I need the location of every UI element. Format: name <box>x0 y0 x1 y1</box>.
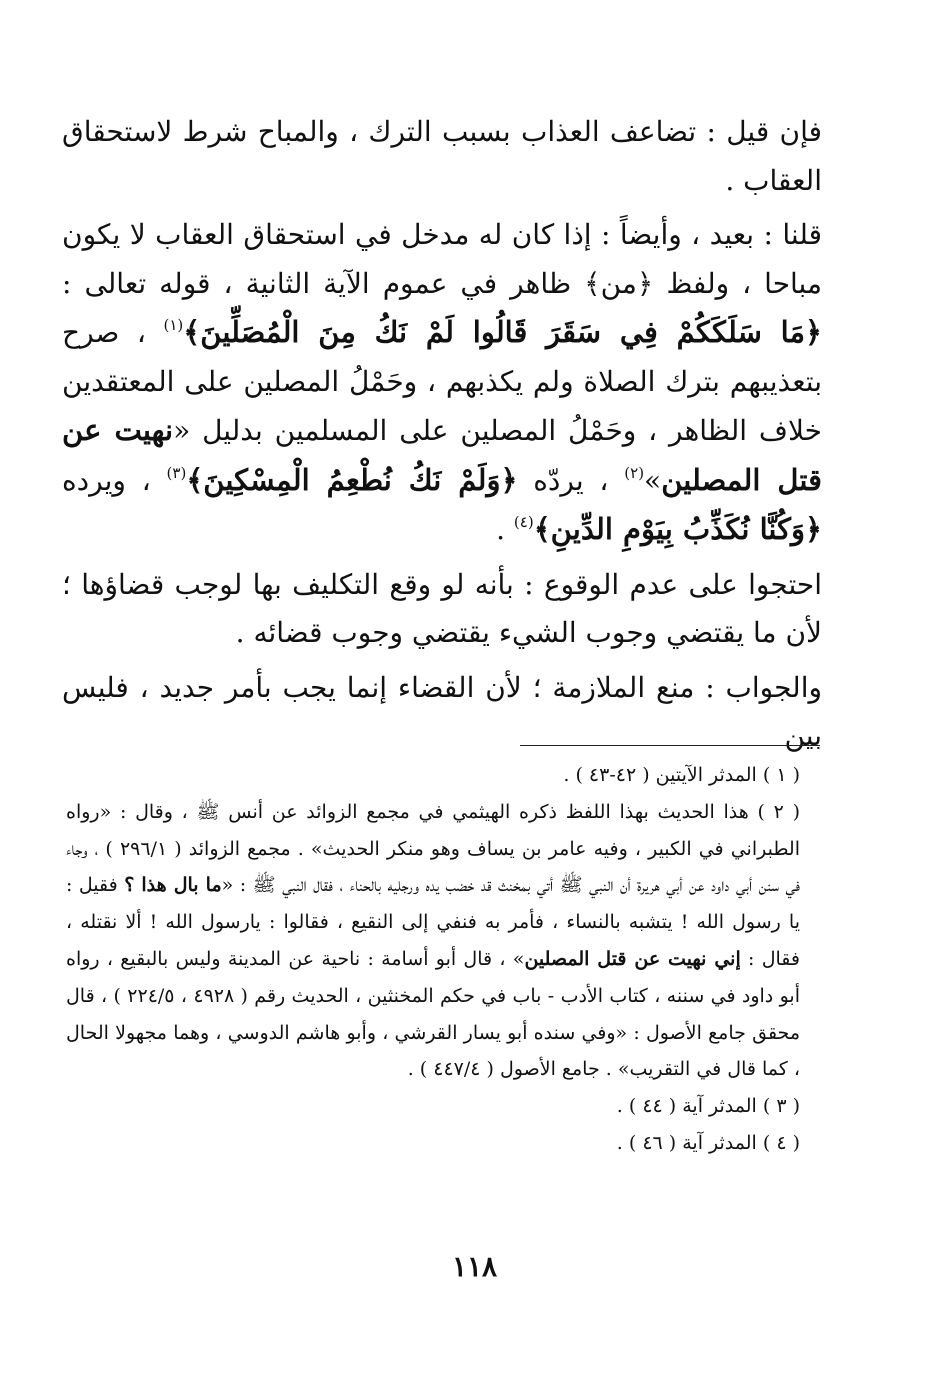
footnote-ref: (٤) <box>513 513 534 531</box>
text-run: » <box>644 463 662 497</box>
text-run: ، صرح بتعذيبهم بترك الصلاة ولم يكذبهم ، وحَمْلُ المصلين على المعتقدين خلاف الظاهر ، وحَمْلُ المصلين على المسلمين بدليل « <box>62 316 822 447</box>
text-run: . <box>496 513 514 546</box>
paragraph-3: احتجوا على عدم الوقوع : بأنه لو وقع التكليف بها لوجب قضاؤها ؛ لأن ما يقتضي وجوب الشيء يقتضي وجوب قضائه . <box>62 567 822 649</box>
hadith-quote: ما بال هذا ؟ <box>124 874 222 897</box>
page-number: ١١٨ <box>451 1250 498 1283</box>
paragraph-2 <box>62 211 822 555</box>
quran-verse: ﴿مَا سَلَكَكُمْ فِي سَقَرَ قَالُوا لَمْ نَكُ مِنَ الْمُصَلِّينَ﴾ <box>183 315 822 349</box>
hadith-quote: إني نهيت عن قتل المصلين <box>524 947 741 970</box>
hadith-quote: نهيت عن قتل المصلين <box>62 413 822 497</box>
footnote-3: ( ٣ ) المدثر آية ( ٤٤ ) . <box>616 1095 800 1118</box>
footnote-ref: (٢) <box>624 463 645 482</box>
text-run: » ، قال أبو أسامة : ناحية عن المدينة وليس بالبقيع ، رواه أبو داود في سننه ، كتاب الأدب - باب في حكم المخنثين ، الحديث رقم ( ٤٩٢٨ ، ٢٢٤/٥ ) ، قال محقق جامع الأصول : «وفي سنده أبو يسار القرشي ، وأبو هاشم الدوسي ، وهما مجهولا الحال ، كما قال في التقريب» . جامع الأصول ( ٤٤٧/٤ ) . <box>66 947 800 1081</box>
text-run: ، ويرده <box>62 463 167 497</box>
text-run: ( ٢ ) هذا الحديث بهذا اللفظ ذكره الهيثمي في مجمع الزوائد عن أنس ﷺ ، وقال : «رواه الطبراني في الكبير ، وفيه عامر بن يساف وهو منكر الحديث» . مجمع الزوائد ( ٢٩٦/١ ) ، وجاء في سنن أبي داود عن أبي هريرة أن النبي ﷺ أتي بمخنث قد خضب يده ورجليه بالحناء ، فقال النبي ﷺ : « <box>66 800 801 897</box>
main-text <box>62 108 822 763</box>
text-run: فقيل : يا رسول الله ! يتشبه بالنساء ، فأمر به فنفي إلى النقيع ، فقالوا : يارسول الله ! ألا نقتله ، فقال : <box>66 874 800 970</box>
footnote-2 <box>66 794 818 1088</box>
paragraph-4: والجواب : منع الملازمة ؛ لأن القضاء إنما يجب بأمر جديد ، فليس بين <box>62 670 822 752</box>
footnote-ref: (١) <box>163 316 184 334</box>
footnote-1: ( ١ ) المدثر الآيتين ( ٤٢-٤٣ ) . <box>563 764 800 786</box>
paragraph-1: فإن قيل : تضاعف العذاب بسبب الترك ، والمباح شرط لاستحقاق العقاب . <box>62 115 822 197</box>
text-run: قلنا : بعيد ، وأيضاً : إذا كان له مدخل في استحقاق العقاب لا يكون مباحا ، ولفظ ﴿من﴾ ظاهر في عموم الآية الثانية ، قوله تعالى : <box>62 218 822 300</box>
footnote-4: ( ٤ ) المدثر آية ( ٤٦ ) . <box>616 1131 800 1154</box>
footnote-ref: (٣) <box>166 463 187 482</box>
text-run: ، يردّه <box>517 463 625 497</box>
quran-verse: ﴿وَكُنَّا نُكَذِّبُ بِيَوْمِ الدِّينِ﴾ <box>533 512 822 546</box>
quran-verse: ﴿وَلَمْ نَكُ نُطْعِمُ الْمِسْكِينَ﴾ <box>186 462 518 497</box>
footnotes <box>66 757 818 1162</box>
footnote-separator <box>520 745 820 746</box>
